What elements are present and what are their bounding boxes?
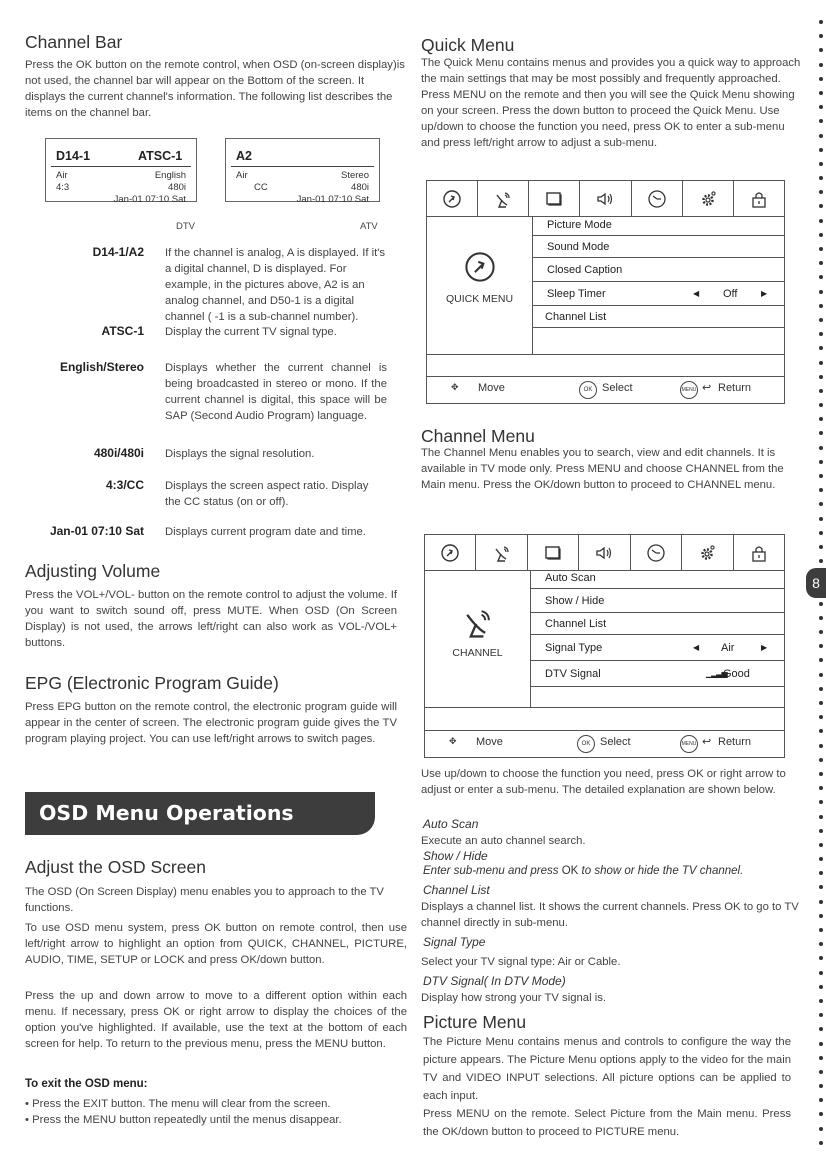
osd-icon-row	[427, 181, 784, 217]
show-hide-title: Show / Hide	[423, 849, 488, 863]
binding-dot	[819, 431, 823, 435]
binding-dot	[819, 956, 823, 960]
osd-item-closed-caption[interactable]: Closed Caption	[533, 258, 784, 282]
binding-dot	[819, 105, 823, 109]
table-key: 4:3/CC	[105, 478, 144, 492]
clock-icon[interactable]	[632, 181, 683, 216]
exit-step-2: • Press the MENU button repeatedly until the menus disappear.	[25, 1114, 342, 1126]
binding-dot	[819, 233, 823, 237]
atv-channel-bar	[225, 138, 380, 205]
quick-icon[interactable]	[427, 181, 478, 216]
nav-select: Select	[600, 736, 631, 748]
binding-dot	[819, 332, 823, 336]
binding-dot	[819, 304, 823, 308]
binding-dot	[819, 162, 823, 166]
exit-title: To exit the OSD menu:	[25, 1078, 148, 1090]
quick-menu-pane-label: QUICK MENU	[445, 293, 514, 305]
binding-dot	[819, 616, 823, 620]
binding-dot	[819, 148, 823, 152]
gear-icon[interactable]	[683, 181, 734, 216]
menu-button-icon: MENU	[680, 735, 698, 753]
binding-dot	[819, 1042, 823, 1046]
quick-menu-text: The Quick Menu contains menus and provides you a quick way to approach the main settings that may be most possibly and frequently approached. Press MENU on the remote and then you will see the Quick Menu showing on your screen. Press the down button to proceed the Quick Menu. Use up/down to choose the function you need, press OK to enter a sub-menu and press left/right arrow to adjust a sub-menu.	[421, 57, 801, 149]
signal-type-value: Air	[721, 642, 735, 654]
osd-item-channel-list[interactable]: Channel List	[533, 306, 784, 328]
binding-dot	[819, 488, 823, 492]
osd-item-channel-list[interactable]: Channel List	[531, 613, 784, 635]
binding-dot	[819, 446, 823, 450]
left-arrow-icon[interactable]: ◀	[693, 289, 700, 298]
clock-icon[interactable]	[631, 535, 682, 570]
channel-menu-after: Use up/down to choose the function you need, press OK or right arrow to adjust or enter a sub-menu. The detailed explanation are shown below.	[421, 768, 786, 796]
osd-item-dtv-signal[interactable]: DTV Signal ▁▂▃▅ Good	[531, 661, 784, 687]
channel-menu-osd	[424, 534, 785, 758]
nav-select: Select	[602, 382, 633, 394]
osd-item-show-hide[interactable]: Show / Hide	[531, 589, 784, 613]
binding-dot	[819, 701, 823, 705]
binding-dot	[819, 1056, 823, 1060]
dtv-l2b: 480i	[168, 182, 186, 193]
signal-strength-icon: ▁▂▃▅	[706, 669, 727, 678]
binding-dot	[819, 91, 823, 95]
binding-dot	[819, 119, 823, 123]
osd-item-signal-type[interactable]: Signal Type ◀ Air ▶	[531, 635, 784, 661]
osd-screen-p3: Press the up and down arrow to move to a different option within each menu. If necessary, press OK or right arrow to display the choices of the option you've highlighted. If available, use the text at the bottom of each screen for help. To return to the previous menu, press the MENU button.	[25, 990, 407, 1050]
binding-dot	[819, 34, 823, 38]
binding-dot	[819, 914, 823, 918]
binding-dot	[819, 1027, 823, 1031]
binding-dot	[819, 261, 823, 265]
binding-dot	[819, 204, 823, 208]
binding-dot	[819, 403, 823, 407]
binding-dot	[819, 545, 823, 549]
table-key: Jan-01 07:10 Sat	[49, 524, 144, 538]
binding-dot	[819, 885, 823, 889]
binding-dot	[819, 63, 823, 67]
osd-screen-title: Adjust the OSD Screen	[25, 857, 206, 877]
dtv-l2a: 4:3	[56, 182, 70, 193]
binding-dot	[819, 361, 823, 365]
binding-dot	[819, 928, 823, 932]
binding-dot	[819, 318, 823, 322]
screen-icon[interactable]	[529, 181, 580, 216]
binding-dot	[819, 417, 823, 421]
binding-dot	[819, 715, 823, 719]
binding-dot	[819, 275, 823, 279]
atv-caption: ATV	[360, 221, 378, 232]
satellite-icon[interactable]	[478, 181, 529, 216]
binding-dot	[819, 673, 823, 677]
osd-help-bar	[427, 354, 784, 355]
osd-screen-p2: To use OSD menu system, press OK button on remote control, then use left/right arrow to highlight an option from QUICK, CHANNEL, PICTURE, AUDIO, TIME, SETUP or LOCK and press OK/down button.	[25, 922, 407, 966]
channel-menu-text: The Channel Menu enables you to search, view and edit channels. It is available in TV mode only. Press MENU and choose CHANNEL from the Main menu. Press the OK/down button to proceed to CHANNEL menu.	[421, 447, 784, 491]
menu-button-icon: MENU	[680, 381, 698, 399]
speaker-icon[interactable]	[580, 181, 631, 216]
dtv-channel-bar	[45, 138, 197, 205]
satellite-icon[interactable]	[476, 535, 527, 570]
quick-icon	[463, 250, 497, 284]
binding-dot	[819, 815, 823, 819]
binding-dot	[819, 290, 823, 294]
volume-text: Press the VOL+/VOL- button on the remote control to adjust the volume. If you want to switch sound off, press MUTE. When OSD (On Screen Display) is not used, the arrows left/right can also work as VOL-/VOL+ buttons.	[25, 589, 397, 649]
binding-dot	[819, 389, 823, 393]
binding-dot	[819, 800, 823, 804]
channel-list-title: Channel List	[423, 883, 490, 897]
return-arrow-icon: ↩	[702, 736, 712, 748]
table-value: Displays current program date and time.	[165, 526, 366, 538]
picture-menu-p1: The Picture Menu contains menus and controls to configure the way the picture appears. The Picture Menu options apply to the video for the main TV and VIDEO INPUT selections. All picture options can be applied to each input.	[423, 1036, 791, 1102]
dtv-caption: DTV	[176, 221, 195, 232]
table-value: Display the current TV signal type.	[165, 326, 337, 338]
osd-item-sound-mode[interactable]: Sound Mode	[533, 236, 784, 258]
binding-dot	[819, 190, 823, 194]
table-key: D14-1/A2	[92, 245, 144, 259]
atv-l2a: CC	[254, 182, 268, 193]
osd-item-picture-mode[interactable]: Picture Mode	[533, 214, 784, 236]
return-arrow-icon: ↩	[702, 382, 712, 394]
dtv-l1a: Air	[56, 170, 68, 181]
binding-dot	[819, 219, 823, 223]
epg-text: Press EPG button on the remote control, the electronic program guide will appear in the center of screen. The electronic program guide gives the TV program playing project. You can use left/right arrows to switch pages.	[25, 701, 397, 745]
dtv-signal-title: DTV Signal( In DTV Mode)	[423, 974, 566, 988]
osd-item-sleep-timer[interactable]: Sleep Timer ◀ Off ▶	[533, 282, 784, 306]
binding-dot	[819, 1127, 823, 1131]
exit-step-1: • Press the EXIT button. The menu will clear from the screen.	[25, 1098, 331, 1110]
table-key: 480i/480i	[93, 446, 144, 460]
quick-icon[interactable]	[425, 535, 476, 570]
binding-dot	[819, 375, 823, 379]
binding-dot	[819, 744, 823, 748]
atv-l1b: Stereo	[341, 170, 369, 181]
volume-title: Adjusting Volume	[25, 561, 161, 581]
nav-move: Move	[478, 382, 505, 394]
binding-dot	[819, 900, 823, 904]
dtv-channel: D14-1	[56, 149, 91, 163]
signal-type-title: Signal Type	[423, 935, 486, 949]
channel-bar-title: Channel Bar	[25, 32, 123, 52]
atv-l1a: Air	[236, 170, 248, 181]
auto-scan-title: Auto Scan	[423, 817, 479, 831]
gear-icon[interactable]	[682, 535, 733, 570]
channel-menu-pane	[425, 571, 531, 707]
binding-dot	[819, 1070, 823, 1074]
binding-dot	[819, 857, 823, 861]
epg-title: EPG (Electronic Program Guide)	[25, 673, 279, 693]
nav-move: Move	[476, 736, 503, 748]
binding-dot	[819, 176, 823, 180]
table-key: English/Stereo	[59, 360, 144, 374]
binding-dot	[819, 687, 823, 691]
speaker-icon[interactable]	[579, 535, 630, 570]
binding-dot	[819, 602, 823, 606]
binding-dot	[819, 559, 823, 563]
binding-dot	[819, 658, 823, 662]
osd-item-auto-scan[interactable]: Auto Scan	[531, 567, 784, 589]
screen-icon[interactable]	[528, 535, 579, 570]
picture-menu-title: Picture Menu	[423, 1012, 527, 1032]
nav-return: Return	[718, 382, 752, 394]
auto-scan-desc: Execute an auto channel search.	[421, 835, 586, 847]
channel-list-desc: Displays a channel list. It shows the current channels. Press OK to go to TV channel directly in sub-menu.	[421, 901, 799, 929]
binding-dot	[819, 786, 823, 790]
table-value: Displays whether the current channel is being broadcasted in stereo or mono. If the current channel is digital, this space will be SAP (Second Audio Program) language.	[165, 362, 387, 422]
sleep-timer-value: Off	[723, 288, 738, 300]
osd-operations-banner: OSD Menu Operations	[25, 792, 375, 835]
binding-dot	[819, 871, 823, 875]
osd-nav-bar	[425, 730, 784, 757]
signal-type-desc: Select your TV signal type: Air or Cable.	[421, 956, 621, 968]
atv-channel: A2	[236, 149, 252, 163]
right-arrow-icon[interactable]: ▶	[761, 643, 768, 652]
dtv-l3: Jan-01 07:10 Sat	[113, 194, 186, 205]
lock-icon[interactable]	[734, 535, 784, 570]
move-arrows-icon: ✥	[449, 736, 457, 746]
binding-dot	[819, 531, 823, 535]
binding-dot	[819, 758, 823, 762]
table-value: Displays the signal resolution.	[165, 448, 315, 460]
binding-dot	[819, 1112, 823, 1116]
binding-dot	[819, 77, 823, 81]
osd-nav-bar	[427, 376, 784, 403]
satellite-icon	[460, 604, 496, 640]
channel-menu-pane-label: CHANNEL	[452, 647, 503, 659]
left-arrow-icon[interactable]: ◀	[693, 643, 700, 652]
binding-dot	[819, 247, 823, 251]
binding-dot	[819, 134, 823, 138]
binding-dot	[819, 474, 823, 478]
dtv-signal-desc: Display how strong your TV signal is.	[421, 992, 607, 1004]
osd-icon-row	[425, 535, 784, 571]
quick-menu-title: Quick Menu	[421, 35, 515, 55]
lock-icon[interactable]	[734, 181, 784, 216]
nav-return: Return	[718, 736, 752, 748]
binding-dot	[819, 843, 823, 847]
show-hide-desc: Enter sub-menu and press OK to show or hide the TV channel.	[423, 865, 744, 877]
quick-menu-pane	[427, 217, 533, 354]
binding-dot	[819, 630, 823, 634]
dtv-signal-value: Good	[723, 668, 750, 680]
table-value: If the channel is analog, A is displayed. If it's a digital channel, D is displayed. For example, in the pictures above, A2 is an analog channel, and D50-1 is a digital channel ( -1 is a sub-channel number).	[165, 247, 386, 323]
channel-bar-intro: Press the OK button on the remote control, when OSD (on-screen display)is not used, the channel bar will appear on the Bottom of the screen. It displays the current channel's information. The following list describes the items on the channel bar.	[25, 59, 405, 119]
move-arrows-icon: ✥	[451, 382, 459, 392]
binding-dot	[819, 971, 823, 975]
binding-dot	[819, 644, 823, 648]
binding-dot	[819, 1098, 823, 1102]
right-arrow-icon[interactable]: ▶	[761, 289, 768, 298]
binding-dot	[819, 985, 823, 989]
ok-button-icon: OK	[577, 735, 595, 753]
atv-l2b: 480i	[351, 182, 369, 193]
binding-dot	[819, 502, 823, 506]
binding-dot	[819, 729, 823, 733]
binding-dot	[819, 829, 823, 833]
channel-menu-title: Channel Menu	[421, 426, 535, 446]
dtv-l1b: English	[154, 170, 186, 181]
page-number-tab: 8	[806, 568, 826, 598]
dtv-signal: ATSC-1	[138, 149, 183, 163]
binding-dot	[819, 772, 823, 776]
atv-l3: Jan-01 07:10 Sat	[296, 194, 369, 205]
osd-help-bar	[425, 707, 784, 708]
binding-dot	[819, 48, 823, 52]
binding-dot	[819, 1141, 823, 1145]
binding-dot	[819, 942, 823, 946]
binding-dot	[819, 20, 823, 24]
ok-button-icon: OK	[579, 381, 597, 399]
binding-dot	[819, 460, 823, 464]
table-value: Displays the screen aspect ratio. Display the CC status (on or off).	[165, 480, 369, 508]
binding-dot	[819, 517, 823, 521]
picture-menu-p2: Press MENU on the remote. Select Picture from the Main menu. Press the OK/down button to proceed to PICTURE menu.	[423, 1108, 791, 1138]
osd-screen-p1: The OSD (On Screen Display) menu enables you to approach to the TV functions.	[25, 886, 384, 914]
binding-dot	[819, 1084, 823, 1088]
binding-dot	[819, 999, 823, 1003]
binding-dot	[819, 1013, 823, 1017]
quick-menu-osd	[426, 180, 785, 404]
table-key: ATSC-1	[101, 324, 144, 338]
binding-dot	[819, 346, 823, 350]
